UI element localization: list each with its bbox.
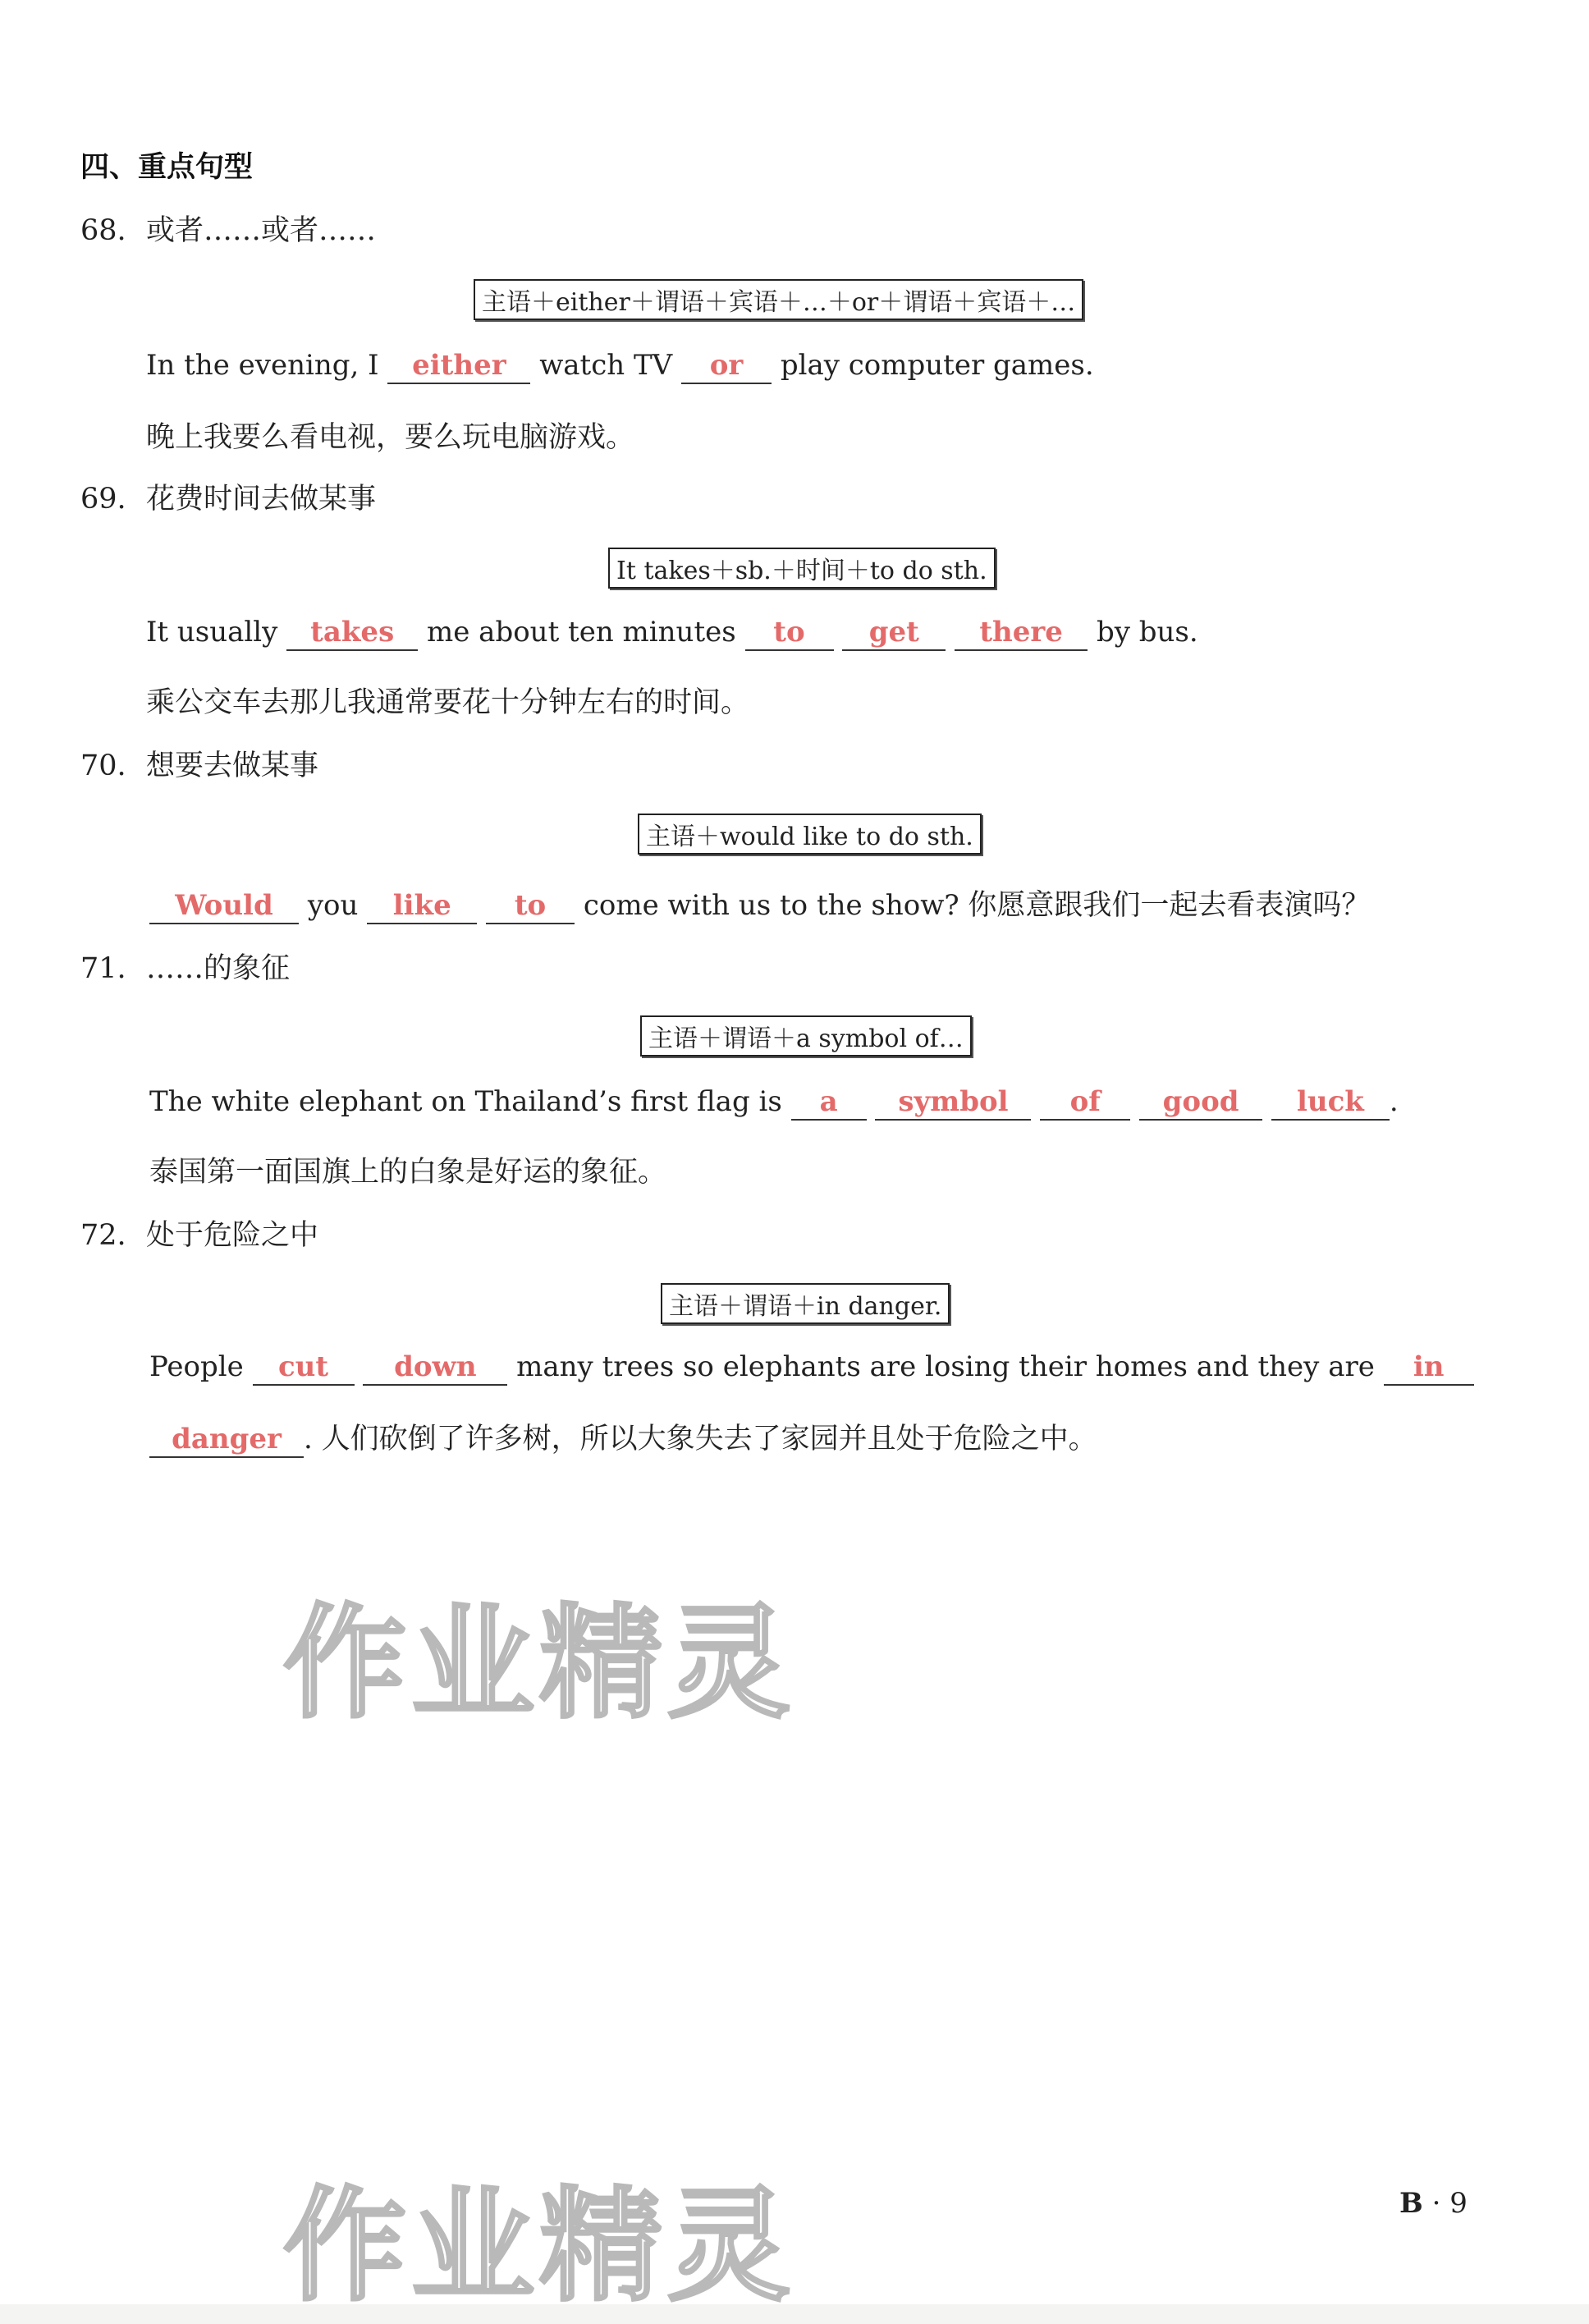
sentence-text: play computer games. xyxy=(780,349,1094,382)
watermark-logo: 作业精灵 xyxy=(283,1593,796,1735)
item-69-sentence xyxy=(146,616,1198,651)
sentence-text: many trees so elephants are losing their homes and they are xyxy=(516,1350,1375,1383)
item-number: 69. xyxy=(80,483,126,516)
item-title: 花费时间去做某事 xyxy=(146,483,377,516)
sentence-text: People xyxy=(149,1350,244,1383)
item-70-heading xyxy=(80,743,318,784)
item-71-heading xyxy=(80,946,290,987)
answer-blank: in xyxy=(1384,1350,1474,1386)
sentence-text: . xyxy=(1389,1085,1399,1118)
watermark-logo: 作业精灵 xyxy=(283,2175,796,2318)
sentence-text: by bus. xyxy=(1096,616,1198,649)
sentence-text: you xyxy=(307,889,359,922)
answer-blank: symbol xyxy=(875,1085,1031,1121)
page-separator: · xyxy=(1431,2187,1441,2220)
item-69-formula: It takes＋sb.＋时间＋to do sth. xyxy=(608,548,996,589)
answer-blank: down xyxy=(363,1350,507,1386)
answer-blank: danger xyxy=(149,1423,304,1458)
item-68-heading xyxy=(80,208,376,249)
item-number: 70. xyxy=(80,749,126,782)
answer-blank: a xyxy=(791,1085,867,1121)
item-title: 处于危险之中 xyxy=(146,1219,319,1252)
item-title: 或者……或者…… xyxy=(146,214,377,247)
answer-blank: good xyxy=(1139,1085,1262,1121)
sentence-text: In the evening, I xyxy=(146,349,379,382)
answer-blank: Would xyxy=(149,889,299,924)
answer-blank: cut xyxy=(253,1350,355,1386)
item-number: 68. xyxy=(80,214,126,247)
answer-blank: to xyxy=(745,616,834,651)
page-letter: B xyxy=(1399,2187,1423,2220)
item-72-sentence-line2 xyxy=(149,1416,1097,1458)
answer-blank: like xyxy=(367,889,477,924)
item-71-sentence xyxy=(149,1085,1399,1121)
item-title: ……的象征 xyxy=(146,952,291,985)
item-number: 72. xyxy=(80,1219,126,1252)
sentence-translation: 人们砍倒了许多树，所以大象失去了家园并且处于危险之中。 xyxy=(321,1423,1097,1455)
item-68-sentence xyxy=(146,349,1094,384)
item-number: 71. xyxy=(80,952,126,985)
sentence-text: me about ten minutes xyxy=(427,616,736,649)
sentence-text: The white elephant on Thailand’s first flag is xyxy=(149,1085,782,1118)
item-72-sentence-line1 xyxy=(149,1350,1474,1386)
sentence-text: . xyxy=(304,1423,313,1455)
item-68-formula: 主语＋either＋谓语＋宾语＋…＋or＋谓语＋宾语＋… xyxy=(474,279,1083,320)
item-72-formula: 主语＋谓语＋in danger. xyxy=(661,1283,950,1324)
item-69-heading xyxy=(80,476,376,517)
answer-blank: takes xyxy=(286,616,418,651)
sentence-text: watch TV xyxy=(539,349,673,382)
item-70-formula: 主语＋would like to do sth. xyxy=(638,814,982,855)
item-72-heading xyxy=(80,1212,318,1254)
answer-blank: get xyxy=(842,616,946,651)
page-num: 9 xyxy=(1449,2187,1468,2220)
answer-blank: or xyxy=(681,349,772,384)
item-71-translation: 泰国第一面国旗上的白象是好运的象征。 xyxy=(149,1156,667,1189)
answer-blank: to xyxy=(486,889,575,924)
item-title: 想要去做某事 xyxy=(146,749,319,782)
sentence-text: come with us to the show? xyxy=(583,889,959,922)
sentence-translation: 你愿意跟我们一起去看表演吗？ xyxy=(968,889,1371,922)
sentence-text: It usually xyxy=(146,616,278,649)
section-title: 四、重点句型 xyxy=(80,151,254,184)
item-69-translation: 乘公交车去那儿我通常要花十分钟左右的时间。 xyxy=(146,686,750,719)
item-70-sentence xyxy=(149,882,1370,924)
answer-blank: there xyxy=(955,616,1088,651)
answer-blank: luck xyxy=(1271,1085,1390,1121)
answer-blank: either xyxy=(387,349,530,384)
page-number xyxy=(1399,2187,1468,2220)
item-71-formula: 主语＋谓语＋a symbol of… xyxy=(640,1015,972,1057)
answer-blank: of xyxy=(1040,1085,1130,1121)
item-68-translation: 晚上我要么看电视，要么玩电脑游戏。 xyxy=(146,421,635,454)
